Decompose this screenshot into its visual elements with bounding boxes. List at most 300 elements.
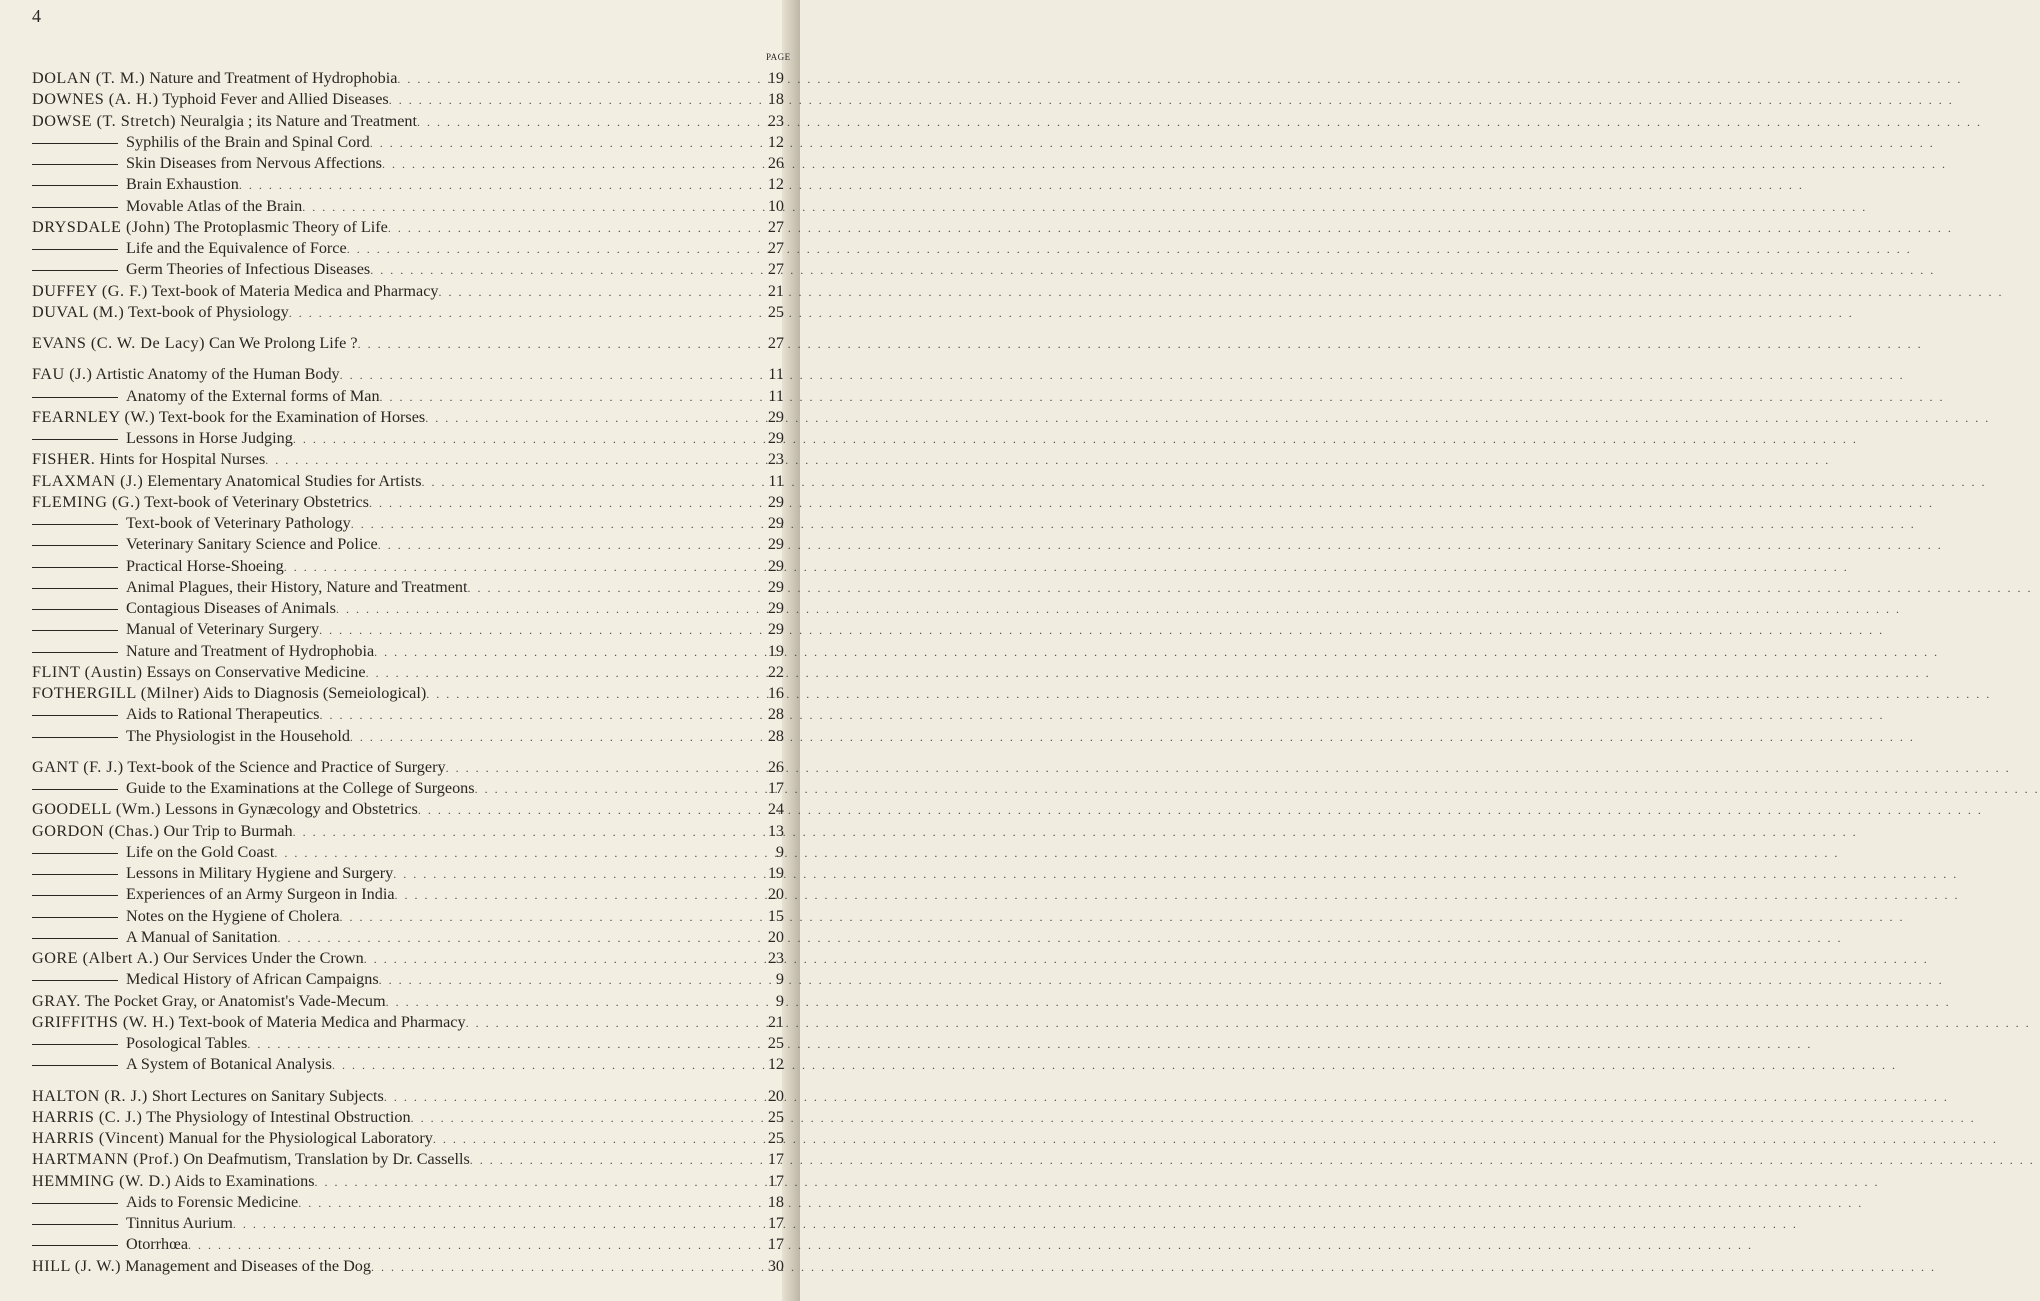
- page-number: 4: [32, 6, 42, 26]
- leader-dots: [370, 133, 1935, 154]
- catalogue-entry: [32, 259, 784, 280]
- entry-line: [32, 1128, 750, 1150]
- entry-title: Management and Diseases of the Dog: [125, 1256, 371, 1275]
- entry-author: HARTMANN (Prof.): [32, 1150, 180, 1169]
- entry-title: Manual for the Physiological Laboratory: [168, 1129, 433, 1147]
- entry-line: [32, 1171, 750, 1193]
- entry-title: Short Lectures on Sanitary Subjects: [151, 1086, 384, 1105]
- entry-title: Hints for Hospital Nurses: [99, 450, 266, 469]
- entry-title: Artistic Anatomy of the Human Body: [95, 365, 340, 384]
- catalogue-entry: [32, 598, 784, 619]
- entry-title: A System of Botanical Analysis: [126, 1055, 332, 1074]
- ditto-rule: [32, 630, 118, 631]
- entry-title: Lessons in Horse Judging: [126, 429, 293, 447]
- ditto-rule: [32, 874, 118, 875]
- entry-title: Manual of Veterinary Surgery: [126, 620, 320, 639]
- entry-text: [32, 757, 446, 778]
- leader-dots: [422, 472, 1987, 493]
- entry-author: DOLAN (T. M.): [32, 69, 146, 87]
- entry-title: The Physiology of Intestinal Obstruction: [146, 1107, 411, 1126]
- catalogue-entry: [32, 89, 784, 110]
- entry-page-number: 12: [767, 175, 784, 194]
- entry-title: Life and the Equivalence of Force: [126, 239, 347, 257]
- entry-page-number: 29: [767, 535, 784, 554]
- entry-author: GRIFFITHS (W. H.): [32, 1012, 175, 1031]
- entry-title: A Manual of Sanitation: [126, 927, 278, 946]
- leader-dots: [446, 758, 2011, 779]
- entry-line: [126, 906, 750, 928]
- entry-line: [32, 111, 750, 133]
- leader-dots: [371, 1257, 1936, 1278]
- catalogue-entry: [32, 1234, 784, 1255]
- leader-dots: [374, 642, 1939, 663]
- entry-line: [126, 153, 750, 175]
- entry-author: HARRIS (C. J.): [32, 1107, 143, 1126]
- leader-dots: [247, 1034, 1812, 1055]
- catalogue-entry: [32, 281, 784, 302]
- entry-text: [126, 598, 336, 619]
- leader-dots: [284, 557, 1849, 578]
- entry-title: Nature and Treatment of Hydrophobia: [126, 641, 375, 660]
- catalogue-entry: [32, 1033, 784, 1054]
- entry-title: Guide to the Examinations at the College of Surgeons: [126, 779, 475, 797]
- entry-page-number: 29: [767, 492, 784, 511]
- entry-line: [32, 471, 750, 493]
- entry-line: [32, 1149, 750, 1171]
- entry-text: [126, 153, 382, 174]
- leader-dots: [425, 408, 1990, 429]
- leader-dots: [332, 1055, 1897, 1076]
- entry-title: Brain Exhaustion: [126, 175, 239, 194]
- entry-text: [126, 641, 374, 662]
- entry-line: [32, 449, 750, 471]
- entry-title: Our Services Under the Crown: [163, 949, 364, 967]
- entry-title: Posological Tables: [126, 1034, 248, 1052]
- entry-line: [126, 641, 750, 663]
- entry-page-number: 18: [767, 90, 784, 109]
- catalogue-entry: [32, 662, 784, 683]
- entry-text: [126, 1192, 298, 1213]
- catalogue-entry: [32, 1213, 784, 1234]
- ditto-rule: [32, 439, 118, 440]
- entry-text: [32, 333, 358, 354]
- leader-dots: [433, 1129, 1998, 1150]
- entry-author: HEMMING (W. D.): [32, 1171, 172, 1190]
- catalogue-entry: [32, 799, 784, 820]
- entry-page-number: 29: [767, 514, 784, 532]
- entry-text: [32, 449, 265, 470]
- entry-page-number: 23: [767, 949, 784, 967]
- catalogue-entry: [32, 842, 784, 863]
- ditto-rule: [32, 938, 118, 939]
- entry-line: [126, 386, 750, 408]
- entry-page-number: 17: [767, 1235, 784, 1254]
- entry-title: Anatomy of the External forms of Man: [126, 386, 380, 405]
- entry-page-number: 17: [767, 1214, 784, 1232]
- entry-text: [126, 534, 378, 555]
- entry-text: [126, 132, 370, 153]
- leader-dots: [378, 535, 1943, 556]
- entry-line: [32, 364, 750, 386]
- entry-text: [32, 1012, 466, 1033]
- ditto-rule: [32, 737, 118, 738]
- entry-page-number: 9: [775, 991, 784, 1010]
- entry-line: [126, 556, 750, 578]
- leader-dots: [336, 599, 1901, 620]
- entry-page-number: 29: [767, 407, 784, 426]
- page-column-label: PAGE: [766, 52, 791, 62]
- catalogue-entry: [32, 1149, 784, 1170]
- entry-author: HARRIS (Vincent): [32, 1129, 165, 1147]
- entry-title: Animal Plagues, their History, Nature and Treatment: [126, 577, 468, 596]
- entry-page-number: 19: [767, 864, 784, 882]
- leader-dots: [395, 885, 1960, 906]
- ditto-rule: [32, 143, 118, 144]
- leader-dots: [188, 1235, 1753, 1256]
- catalogue-entry: [32, 132, 784, 153]
- leader-dots: [347, 239, 1912, 260]
- ditto-rule: [32, 652, 118, 653]
- entry-text: [126, 386, 380, 407]
- ditto-rule: [32, 185, 118, 186]
- entry-title: Aids to Examinations: [174, 1171, 315, 1190]
- ditto-rule: [32, 917, 118, 918]
- entry-author: FEARNLEY (W.): [32, 407, 156, 426]
- entry-text: [32, 1149, 470, 1170]
- entry-text: [32, 1086, 384, 1107]
- entry-line: [126, 884, 750, 906]
- ditto-rule: [32, 789, 118, 790]
- leader-dots: [388, 218, 1953, 239]
- entry-author: FOTHERGILL (Milner): [32, 684, 200, 702]
- entry-line: [126, 726, 750, 748]
- catalogue-entry: [32, 704, 784, 725]
- entry-author: FLINT (Austin): [32, 662, 143, 681]
- entry-page-number: 10: [767, 196, 784, 215]
- catalogue-entry: [32, 948, 784, 969]
- entry-title: Text-book for the Examination of Horses: [158, 407, 426, 426]
- entry-text: [126, 556, 284, 577]
- entry-text: [126, 513, 351, 534]
- ditto-rule: [32, 164, 118, 165]
- catalogue-entry: [32, 386, 784, 407]
- entry-page-number: 30: [767, 1256, 784, 1275]
- entry-page-number: 23: [767, 111, 784, 130]
- entry-text: [32, 821, 293, 842]
- entry-page-number: 22: [767, 662, 784, 681]
- catalogue-entry: [32, 927, 784, 948]
- entry-author: GOODELL (Wm.): [32, 800, 162, 819]
- leader-dots: [293, 429, 1858, 450]
- entry-page-number: 23: [767, 450, 784, 469]
- entry-line: [32, 1012, 750, 1034]
- ditto-rule: [32, 270, 118, 271]
- entry-author: GORE (Albert A.): [32, 949, 160, 967]
- entry-text: [32, 492, 369, 513]
- entry-page-number: 29: [767, 620, 784, 639]
- entry-line: [126, 1213, 750, 1235]
- catalogue-entry: [32, 1012, 784, 1033]
- entry-text: [126, 428, 293, 449]
- entry-title: Veterinary Sanitary Science and Police: [126, 535, 378, 554]
- leader-dots: [364, 949, 1929, 970]
- entry-title: Practical Horse-Shoeing: [126, 556, 284, 575]
- catalogue-entry: [32, 863, 784, 884]
- catalogue-entry: [32, 619, 784, 640]
- entry-line: [32, 89, 750, 111]
- catalogue-entry: [32, 556, 784, 577]
- catalogue-entry: [32, 449, 784, 470]
- entry-text: [126, 1234, 188, 1255]
- entry-title: Skin Diseases from Nervous Affections: [126, 154, 382, 172]
- catalogue-entry: [32, 991, 784, 1012]
- entry-page-number: 27: [767, 239, 784, 257]
- entry-title: Aids to Diagnosis (Semeiological): [202, 684, 427, 702]
- entry-page-number: 19: [767, 641, 784, 660]
- entry-text: [126, 927, 278, 948]
- entry-author: HALTON (R. J.): [32, 1086, 148, 1105]
- entry-page-number: 21: [767, 1012, 784, 1031]
- entry-page-number: 25: [767, 1034, 784, 1052]
- entry-page-number: 28: [767, 705, 784, 724]
- entry-text: [126, 884, 395, 905]
- ditto-rule: [32, 567, 118, 568]
- entry-author: FISHER.: [32, 450, 96, 469]
- catalogue-entry: [32, 196, 784, 217]
- entry-text: [126, 196, 302, 217]
- entry-page-number: 29: [767, 577, 784, 596]
- entry-line: [32, 333, 750, 355]
- ditto-rule: [32, 1224, 118, 1225]
- catalogue-entry: [32, 1192, 784, 1213]
- entry-line: [126, 238, 750, 260]
- leader-dots: [468, 578, 2033, 599]
- entry-text: [32, 111, 417, 132]
- entry-title: Aids to Forensic Medicine: [126, 1192, 299, 1211]
- catalogue-entry: [32, 471, 784, 492]
- entry-page-number: 9: [775, 970, 784, 989]
- leader-dots: [265, 450, 1830, 471]
- catalogue-entry: [32, 111, 784, 132]
- entry-text: [32, 662, 366, 683]
- catalogue-entry: [32, 1086, 784, 1107]
- leader-dots: [386, 992, 1951, 1013]
- entry-text: [32, 217, 388, 238]
- entry-text: [32, 471, 422, 492]
- ditto-rule: [32, 980, 118, 981]
- catalogue-entry: [32, 577, 784, 598]
- leader-dots: [274, 843, 1839, 864]
- entry-page-number: 11: [768, 386, 784, 405]
- leader-dots: [319, 705, 1884, 726]
- entry-title: On Deafmutism, Translation by Dr. Cassells: [183, 1150, 470, 1169]
- ditto-rule: [32, 249, 118, 250]
- entry-title: Typhoid Fever and Allied Diseases: [162, 90, 389, 109]
- catalogue-page: [0, 0, 800, 1301]
- entry-title: The Physiologist in the Household: [126, 726, 350, 745]
- entry-page-number: 24: [767, 800, 784, 819]
- entry-author: DUVAL (M.): [32, 302, 125, 321]
- entry-title: Text-book of Physiology: [128, 302, 289, 321]
- leader-dots: [379, 970, 1944, 991]
- entry-line: [126, 132, 750, 154]
- entry-author: GRAY.: [32, 991, 81, 1010]
- entry-page-number: 11: [768, 365, 784, 384]
- entry-text: [126, 969, 379, 990]
- leader-dots: [411, 1108, 1976, 1129]
- leader-dots: [389, 90, 1954, 111]
- entry-page-number: 16: [767, 684, 784, 702]
- catalogue-entry: [32, 333, 784, 354]
- entry-title: Lessons in Gynæcology and Obstetrics: [165, 800, 418, 819]
- leader-dots: [350, 727, 1915, 748]
- catalogue-entry: [32, 364, 784, 385]
- catalogue-entry: [32, 428, 784, 449]
- entry-line: [126, 577, 750, 599]
- entry-text: [126, 577, 468, 598]
- entry-page-number: 25: [767, 1129, 784, 1147]
- entry-line: [126, 1033, 750, 1055]
- catalogue-entry: [32, 407, 784, 428]
- entry-author: FAU (J.): [32, 365, 93, 384]
- ditto-rule: [32, 545, 118, 546]
- catalogue-entry: [32, 513, 784, 534]
- entry-title: Medical History of African Campaigns: [126, 970, 379, 989]
- entry-page-number: 25: [767, 302, 784, 321]
- catalogue-entry: [32, 641, 784, 662]
- leader-dots: [384, 1087, 1949, 1108]
- entry-page-number: 11: [768, 471, 784, 490]
- leader-dots: [466, 1013, 2031, 1034]
- catalogue-entry: [32, 683, 784, 704]
- leader-dots: [340, 907, 1905, 928]
- entry-title: Lessons in Military Hygiene and Surgery: [126, 864, 394, 882]
- catalogue-entry: [32, 492, 784, 513]
- entry-text: [126, 1033, 247, 1054]
- entry-author: HILL (J. W.): [32, 1256, 122, 1275]
- ditto-rule: [32, 1044, 118, 1045]
- entry-line: [32, 991, 750, 1013]
- entry-title: Syphilis of the Brain and Spinal Cord: [126, 132, 370, 151]
- entry-page-number: 17: [767, 1150, 784, 1169]
- entry-line: [32, 1256, 750, 1278]
- entry-line: [126, 598, 750, 620]
- catalogue-entry: [32, 884, 784, 905]
- entry-page-number: 20: [767, 885, 784, 904]
- leader-dots: [393, 864, 1958, 885]
- catalogue-entry: [32, 153, 784, 174]
- entry-title: Movable Atlas of the Brain: [126, 196, 303, 215]
- entry-title: Elementary Anatomical Studies for Artists: [147, 471, 422, 490]
- ditto-rule: [32, 588, 118, 589]
- leader-dots: [369, 493, 1934, 514]
- ditto-rule: [32, 895, 118, 896]
- leader-dots: [289, 303, 1854, 324]
- entry-page-number: 15: [767, 906, 784, 925]
- entry-title: Text-book of Materia Medica and Pharmacy: [151, 281, 439, 300]
- entry-text: [126, 863, 393, 884]
- entry-line: [32, 302, 750, 324]
- entry-page-number: 13: [767, 821, 784, 840]
- entry-line: [126, 513, 750, 535]
- leader-dots: [380, 387, 1945, 408]
- entry-title: Otorrhœa: [126, 1235, 189, 1254]
- entry-line: [126, 619, 750, 641]
- entry-title: Text-book of Veterinary Pathology: [126, 514, 351, 532]
- entry-text: [32, 364, 340, 385]
- leader-dots: [397, 69, 1962, 90]
- entry-line: [32, 799, 750, 821]
- leader-dots: [439, 282, 2004, 303]
- entry-title: Can We Prolong Life ?: [209, 334, 358, 352]
- leader-dots: [351, 514, 1916, 535]
- entry-text: [126, 259, 370, 280]
- entry-page-number: 27: [767, 334, 784, 352]
- catalogue-entry: [32, 534, 784, 555]
- catalogue-entry: [32, 757, 784, 778]
- ditto-rule: [32, 1065, 118, 1066]
- entry-line: [126, 927, 750, 949]
- entry-line: [32, 821, 750, 843]
- entry-author: GORDON (Chas.): [32, 821, 160, 840]
- ditto-rule: [32, 853, 118, 854]
- entry-page-number: 25: [767, 1107, 784, 1126]
- entry-line: [126, 174, 750, 196]
- entry-line: [32, 662, 750, 684]
- leader-dots: [298, 1193, 1863, 1214]
- entry-text: [32, 1107, 411, 1128]
- entry-page-number: 12: [767, 132, 784, 151]
- entry-page-number: 29: [767, 429, 784, 447]
- entry-author: DRYSDALE (John): [32, 217, 171, 236]
- entry-author: FLEMING (G.): [32, 492, 141, 511]
- entry-line: [32, 683, 750, 705]
- leader-dots: [366, 663, 1931, 684]
- entry-page-number: 9: [775, 842, 784, 861]
- catalogue-entry: [32, 969, 784, 990]
- entry-title: Germ Theories of Infectious Diseases: [126, 260, 371, 279]
- leader-dots: [426, 684, 1991, 705]
- catalogue-entry: [32, 1171, 784, 1192]
- entry-page-number: 29: [767, 556, 784, 575]
- entry-text: [126, 619, 319, 640]
- entry-line: [126, 863, 750, 885]
- entry-text: [32, 683, 426, 704]
- entry-page-number: 12: [767, 1055, 784, 1074]
- entry-page-number: 26: [767, 154, 784, 172]
- leader-dots: [417, 112, 1982, 133]
- catalogue-entry: [32, 1256, 784, 1277]
- entry-line: [126, 428, 750, 450]
- ditto-rule: [32, 609, 118, 610]
- entry-title: Notes on the Hygiene of Cholera: [126, 906, 340, 925]
- entry-line: [126, 259, 750, 281]
- catalogue-entry: [32, 1054, 784, 1075]
- entry-title: Text-book of Materia Medica and Pharmacy: [178, 1012, 466, 1031]
- entry-author: DUFFEY (G. F.): [32, 281, 148, 300]
- catalogue-entry: [32, 1107, 784, 1128]
- entry-title: The Pocket Gray, or Anatomist's Vade-Mecum: [84, 991, 386, 1010]
- entry-line: [32, 948, 750, 970]
- catalogue-entry: [32, 68, 784, 89]
- entry-text: [32, 1128, 433, 1149]
- entry-page-number: 17: [767, 779, 784, 797]
- entry-text: [126, 778, 475, 799]
- entry-line: [32, 1107, 750, 1129]
- entry-title: Life on the Gold Coast: [126, 842, 275, 861]
- entry-line: [126, 1234, 750, 1256]
- catalogue-entry: [32, 726, 784, 747]
